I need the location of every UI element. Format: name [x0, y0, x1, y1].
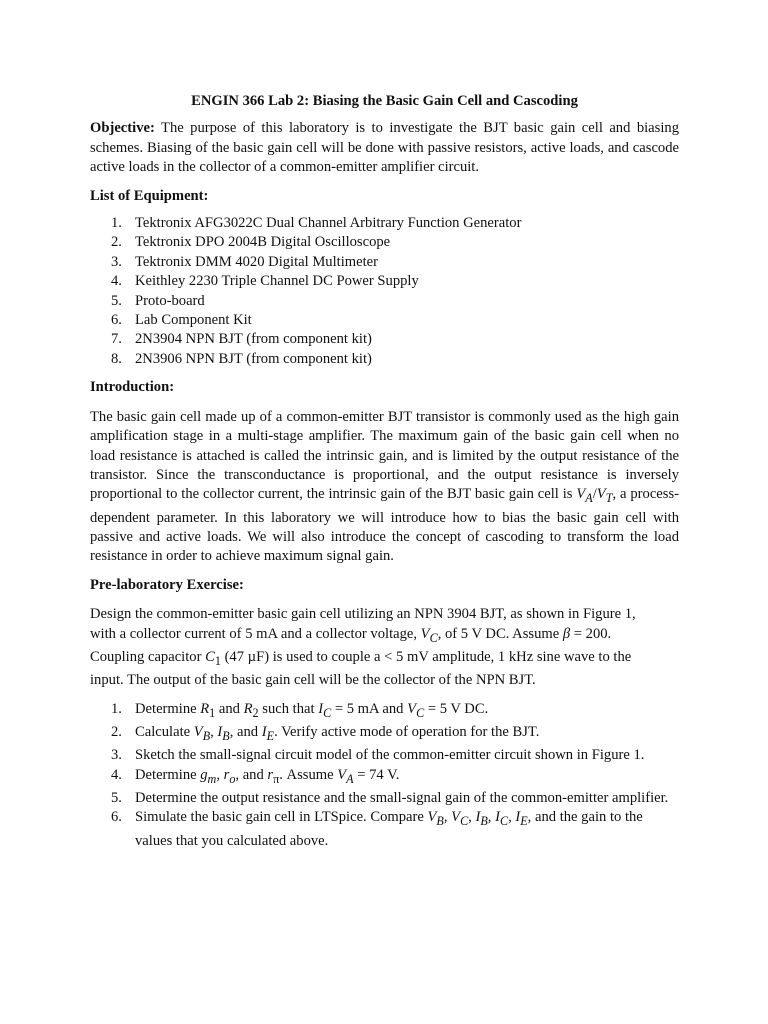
list-item-number: 5.: [111, 292, 122, 309]
task-subscript: C: [460, 814, 469, 829]
list-item-number: 7.: [111, 331, 122, 348]
task-variable: I: [475, 809, 481, 826]
introduction-heading: Introduction:: [90, 379, 175, 396]
task-subscript: C: [499, 814, 509, 829]
task-text: , and: [229, 724, 262, 740]
prelab-task-item: [90, 723, 679, 746]
prelab-line-4: input. The output of the basic gain cell will be the collector of the NPN BJT.: [90, 672, 536, 689]
task-variable: V: [407, 700, 417, 717]
intro-var-vt: V: [596, 486, 606, 503]
prelab-line-2a: with a collector current of 5 mA and a collector voltage,: [90, 625, 421, 642]
list-item: [90, 253, 679, 272]
task-variable: I: [495, 809, 500, 826]
prelab-line-3a: Coupling capacitor: [90, 648, 206, 665]
task-variable: I: [515, 809, 521, 826]
task-text: Sketch the small-signal circuit model of the common-emitter circuit shown in Figure 1.: [135, 747, 645, 764]
task-subscript: A: [346, 771, 354, 786]
list-item-text: Keithley 2230 Triple Channel DC Power Supply: [135, 273, 419, 290]
equipment-list: [90, 214, 679, 369]
document-page: [90, 92, 679, 860]
prelab-line-2b: , of 5 V DC. Assume: [437, 625, 563, 642]
list-item-number: 8.: [111, 350, 122, 367]
list-item-text: Tektronix DPO 2004B Digital Oscilloscope: [135, 234, 391, 251]
task-text: and: [215, 700, 244, 717]
task-variable: g: [200, 766, 208, 783]
prelab-task-item: [90, 808, 679, 851]
task-subscript: C: [416, 705, 425, 720]
prelab-var-c: C: [205, 648, 215, 665]
prelab-task-item: [90, 766, 679, 789]
prelab-beta: β: [562, 625, 571, 642]
intro-sub-a: A: [585, 491, 593, 506]
task-subscript: E: [266, 728, 275, 743]
prelab-sub-1: 1: [214, 653, 221, 668]
task-subscript: 2: [252, 705, 259, 720]
task-subscript: B: [202, 728, 211, 743]
task-text: such that: [258, 700, 319, 717]
task-text: = 5 mA and: [331, 700, 408, 717]
list-item-number: 3.: [111, 253, 122, 270]
prelab-line-1: Design the common-emitter basic gain cell utilizing an NPN 3904 BJT, as shown in Figure 1,: [90, 606, 636, 623]
task-subscript: 1: [209, 705, 216, 720]
task-text: ,: [468, 809, 476, 826]
task-text: Determine the output resistance and the small-signal gain of the common-emitter amplifier.: [135, 790, 669, 807]
task-subscript: B: [436, 814, 444, 829]
task-subscript: B: [222, 728, 230, 743]
list-item-text: Proto-board: [135, 292, 205, 309]
page-title: ENGIN 366 Lab 2: Biasing the Basic Gain Cell and Cascoding: [191, 93, 578, 109]
prelab-heading: Pre-laboratory Exercise:: [90, 576, 244, 593]
prelab-sub-c: C: [429, 630, 438, 645]
task-variable: r: [267, 766, 274, 783]
prelab-line-2c: = 200.: [570, 625, 612, 642]
task-text: . Assume: [279, 766, 338, 783]
task-subscript: m: [207, 771, 217, 786]
task-text: ,: [487, 809, 496, 826]
task-variable: I: [217, 724, 223, 740]
task-subscript: B: [480, 814, 488, 829]
task-variable: V: [427, 809, 437, 826]
prelab-var-v: V: [420, 625, 430, 642]
list-item: [90, 350, 679, 369]
list-item-text: 2N3906 NPN BJT (from component kit): [135, 350, 372, 367]
prelab-task-list: [90, 700, 679, 851]
task-subscript: o: [229, 771, 236, 786]
list-item: [90, 272, 679, 291]
task-text: ,: [210, 724, 218, 740]
list-item: [90, 311, 679, 330]
equipment-heading: List of Equipment:: [90, 187, 209, 204]
task-variable: I: [261, 724, 267, 740]
task-variable: V: [193, 724, 203, 740]
list-item-number: 4.: [111, 273, 122, 290]
list-item-number: 3.: [111, 747, 122, 764]
prelab-line-3b: (47 µF) is used to couple a < 5 mV amplitude, 1 kHz sine wave to the: [220, 648, 632, 665]
list-item-text: Lab Component Kit: [135, 312, 252, 329]
list-item-number: 1.: [111, 215, 122, 232]
task-subscript: E: [520, 814, 528, 829]
list-item-text: Tektronix DMM 4020 Digital Multimeter: [135, 253, 378, 270]
task-text: , and: [235, 766, 268, 783]
task-variable: V: [451, 809, 461, 826]
task-text: ,: [508, 809, 516, 826]
prelab-paragraph: [90, 605, 679, 690]
list-item: [90, 214, 679, 233]
list-item-number: 2.: [111, 724, 122, 740]
list-item: [90, 292, 679, 311]
intro-slash: /: [592, 486, 597, 503]
intro-text-a: The basic gain cell made up of a common-emitter BJT transistor is commonly used as the high gain amplification stage in a multi-stage amplifier. The maximum gain of the basic gain cell when no load resistance is attached is called the intrinsic gain, and is limited by the output resistance of the transistor. Since the transconductance is proportional, and the output resistance is inversely proportional to the collector current, the intrinsic gain of the BJT basic gain cell is: [90, 408, 679, 503]
intro-text-b: , a process-dependent parameter. In this laboratory we will introduce how to bias the basic gain cell with passive and active loads. We will also introduce the concept of cascoding to transform the load resistance in order to achieve maximum signal gain.: [90, 486, 679, 565]
list-item-text: Tektronix AFG3022C Dual Channel Arbitrary Function Generator: [135, 215, 522, 232]
list-item-number: 5.: [111, 790, 122, 807]
objective-label: Objective:: [90, 120, 155, 137]
prelab-task-item: [90, 746, 679, 765]
intro-var-va: V: [576, 486, 586, 503]
list-item: [90, 330, 679, 349]
task-text: Simulate the basic gain cell in LTSpice. Compare: [135, 809, 428, 826]
list-item-number: 6.: [111, 312, 122, 329]
list-item-number: 6.: [111, 809, 122, 826]
task-variable: V: [337, 766, 347, 783]
list-item-number: 4.: [111, 766, 122, 783]
task-text: ,: [216, 766, 224, 783]
task-text: Determine: [135, 766, 201, 783]
task-variable: I: [318, 700, 324, 717]
task-variable: R: [200, 700, 210, 717]
list-item-number: 1.: [111, 700, 122, 717]
prelab-task-item: [90, 700, 679, 723]
objective-text: The purpose of this laboratory is to investigate the BJT basic gain cell and biasing schemes. Biasing of the basic gain cell will be done with passive resistors, active loads, and cascode active loads in the collector of a common-emitter amplifier circuit.: [90, 120, 679, 176]
objective-paragraph: [90, 119, 679, 177]
task-text: ,: [443, 809, 452, 826]
list-item-text: 2N3904 NPN BJT (from component kit): [135, 331, 372, 348]
introduction-paragraph: [90, 408, 679, 567]
prelab-task-item: [90, 789, 679, 808]
task-variable: R: [243, 700, 253, 717]
task-subscript: π: [273, 771, 280, 786]
task-subscript: C: [323, 705, 332, 720]
list-item: [90, 233, 679, 252]
task-text: Determine: [135, 700, 201, 717]
task-text: . Verify active mode of operation for the BJT.: [274, 724, 540, 740]
task-text: = 5 V DC.: [424, 700, 489, 717]
task-variable: r: [223, 766, 230, 783]
task-text: , and the gain to the values that you calculated above.: [135, 809, 643, 849]
task-text: = 74 V.: [353, 766, 400, 783]
task-text: Calculate: [135, 724, 194, 740]
intro-sub-t: T: [605, 491, 613, 506]
list-item-number: 2.: [111, 234, 122, 251]
